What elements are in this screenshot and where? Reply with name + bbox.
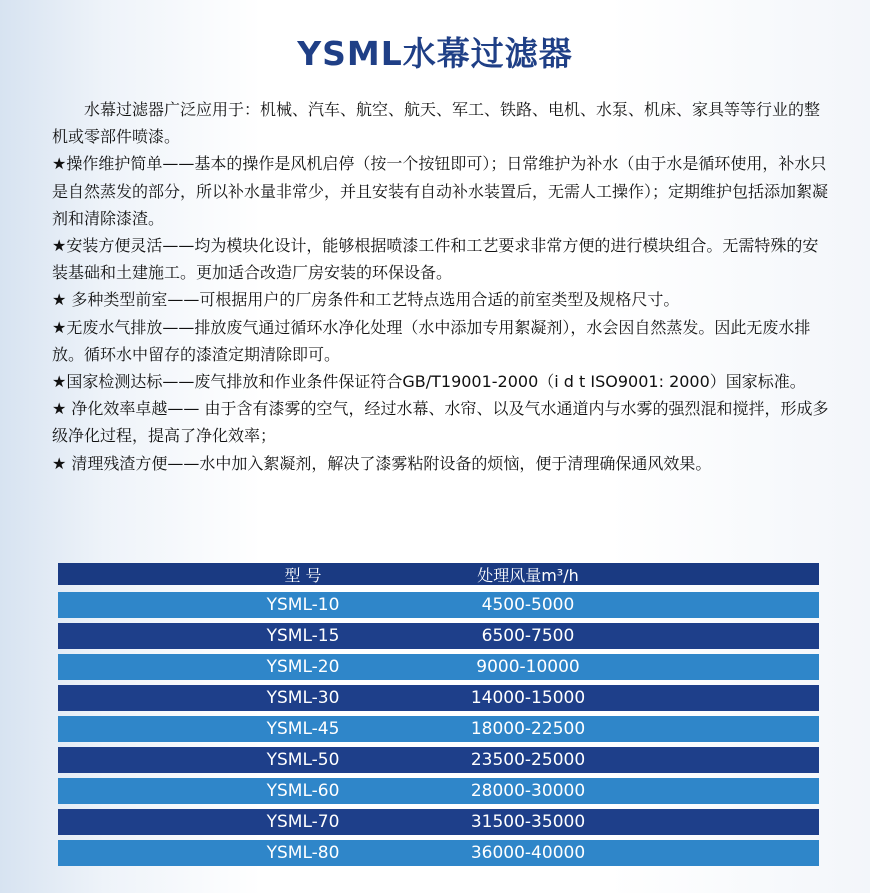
airflow-cell: 28000-30000 xyxy=(470,781,586,801)
model-cell: YSML-45 xyxy=(266,719,340,739)
intro-paragraph: 水幕过滤器广泛应用于：机械、汽车、航空、航天、军工、铁路、电机、水泵、机床、家具等等行业的整机或零部件喷漆。 xyxy=(52,100,821,147)
airflow-cell: 23500-25000 xyxy=(470,750,586,770)
table-row xyxy=(58,592,819,618)
table-row xyxy=(58,778,819,804)
feature-no-waste: ★无废水气排放——排放废气通过循环水净化处理（水中添加专用絮凝剂），水会因自然蒸发。因此无废水排放。循环水中留存的漆渣定期清除即可。 xyxy=(52,317,811,364)
model-cell: YSML-30 xyxy=(266,688,340,708)
feature-efficiency: ★ 净化效率卓越—— 由于含有漆雾的空气，经过水幕、水帘、以及气水通道内与水雾的强烈混和搅拌，形成多级净化过程，提高了净化效率； xyxy=(52,399,829,446)
airflow-cell: 4500-5000 xyxy=(481,595,575,615)
spec-table xyxy=(58,563,819,871)
airflow-cell: 14000-15000 xyxy=(470,688,586,708)
airflow-cell: 31500-35000 xyxy=(470,812,586,832)
airflow-cell: 6500-7500 xyxy=(481,626,575,646)
model-cell: YSML-80 xyxy=(266,843,340,863)
feature-national-standard: ★国家检测达标——废气排放和作业条件保证符合GB/T19001-2000（i d t ISO9001: 2000）国家标准。 xyxy=(52,372,806,392)
table-row xyxy=(58,685,819,711)
table-row xyxy=(58,623,819,649)
model-cell: YSML-15 xyxy=(266,626,340,646)
table-row xyxy=(58,840,819,866)
model-cell: YSML-50 xyxy=(266,750,340,770)
model-cell: YSML-70 xyxy=(266,812,340,832)
table-row xyxy=(58,747,819,773)
table-row xyxy=(58,716,819,742)
model-cell: YSML-60 xyxy=(266,781,340,801)
feature-front-chamber: ★ 多种类型前室——可根据用户的厂房条件和工艺特点选用合适的前室类型及规格尺寸。 xyxy=(52,290,680,310)
header-airflow: 处理风量m³/h xyxy=(477,565,579,585)
feature-easy-cleaning: ★ 清理残渣方便——水中加入絮凝剂，解决了漆雾粘附设备的烦恼，便于清理确保通风效果。 xyxy=(52,453,712,473)
model-cell: YSML-10 xyxy=(266,595,340,615)
airflow-cell: 36000-40000 xyxy=(470,843,586,863)
airflow-cell: 18000-22500 xyxy=(470,719,586,739)
airflow-cell: 9000-10000 xyxy=(476,657,580,677)
model-cell: YSML-20 xyxy=(266,657,340,677)
table-row xyxy=(58,809,819,835)
feature-installation: ★安装方便灵活——均为模块化设计，能够根据喷漆工件和工艺要求非常方便的进行模块组合。无需特殊的安装基础和土建施工。更加适合改造厂房安装的环保设备。 xyxy=(52,236,819,283)
description-body xyxy=(52,96,832,477)
table-header xyxy=(58,563,819,585)
feature-maintenance: ★操作维护简单——基本的操作是风机启停（按一个按钮即可）；日常维护为补水（由于水是循环使用，补水只是自然蒸发的部分，所以补水量非常少，并且安装有自动补水装置后，无需人工操作）；定期维护包括添加絮凝剂和清除漆渣。 xyxy=(52,154,829,228)
header-model: 型 号 xyxy=(284,565,322,585)
page-title: YSML水幕过滤器 xyxy=(297,34,573,73)
table-row xyxy=(58,654,819,680)
